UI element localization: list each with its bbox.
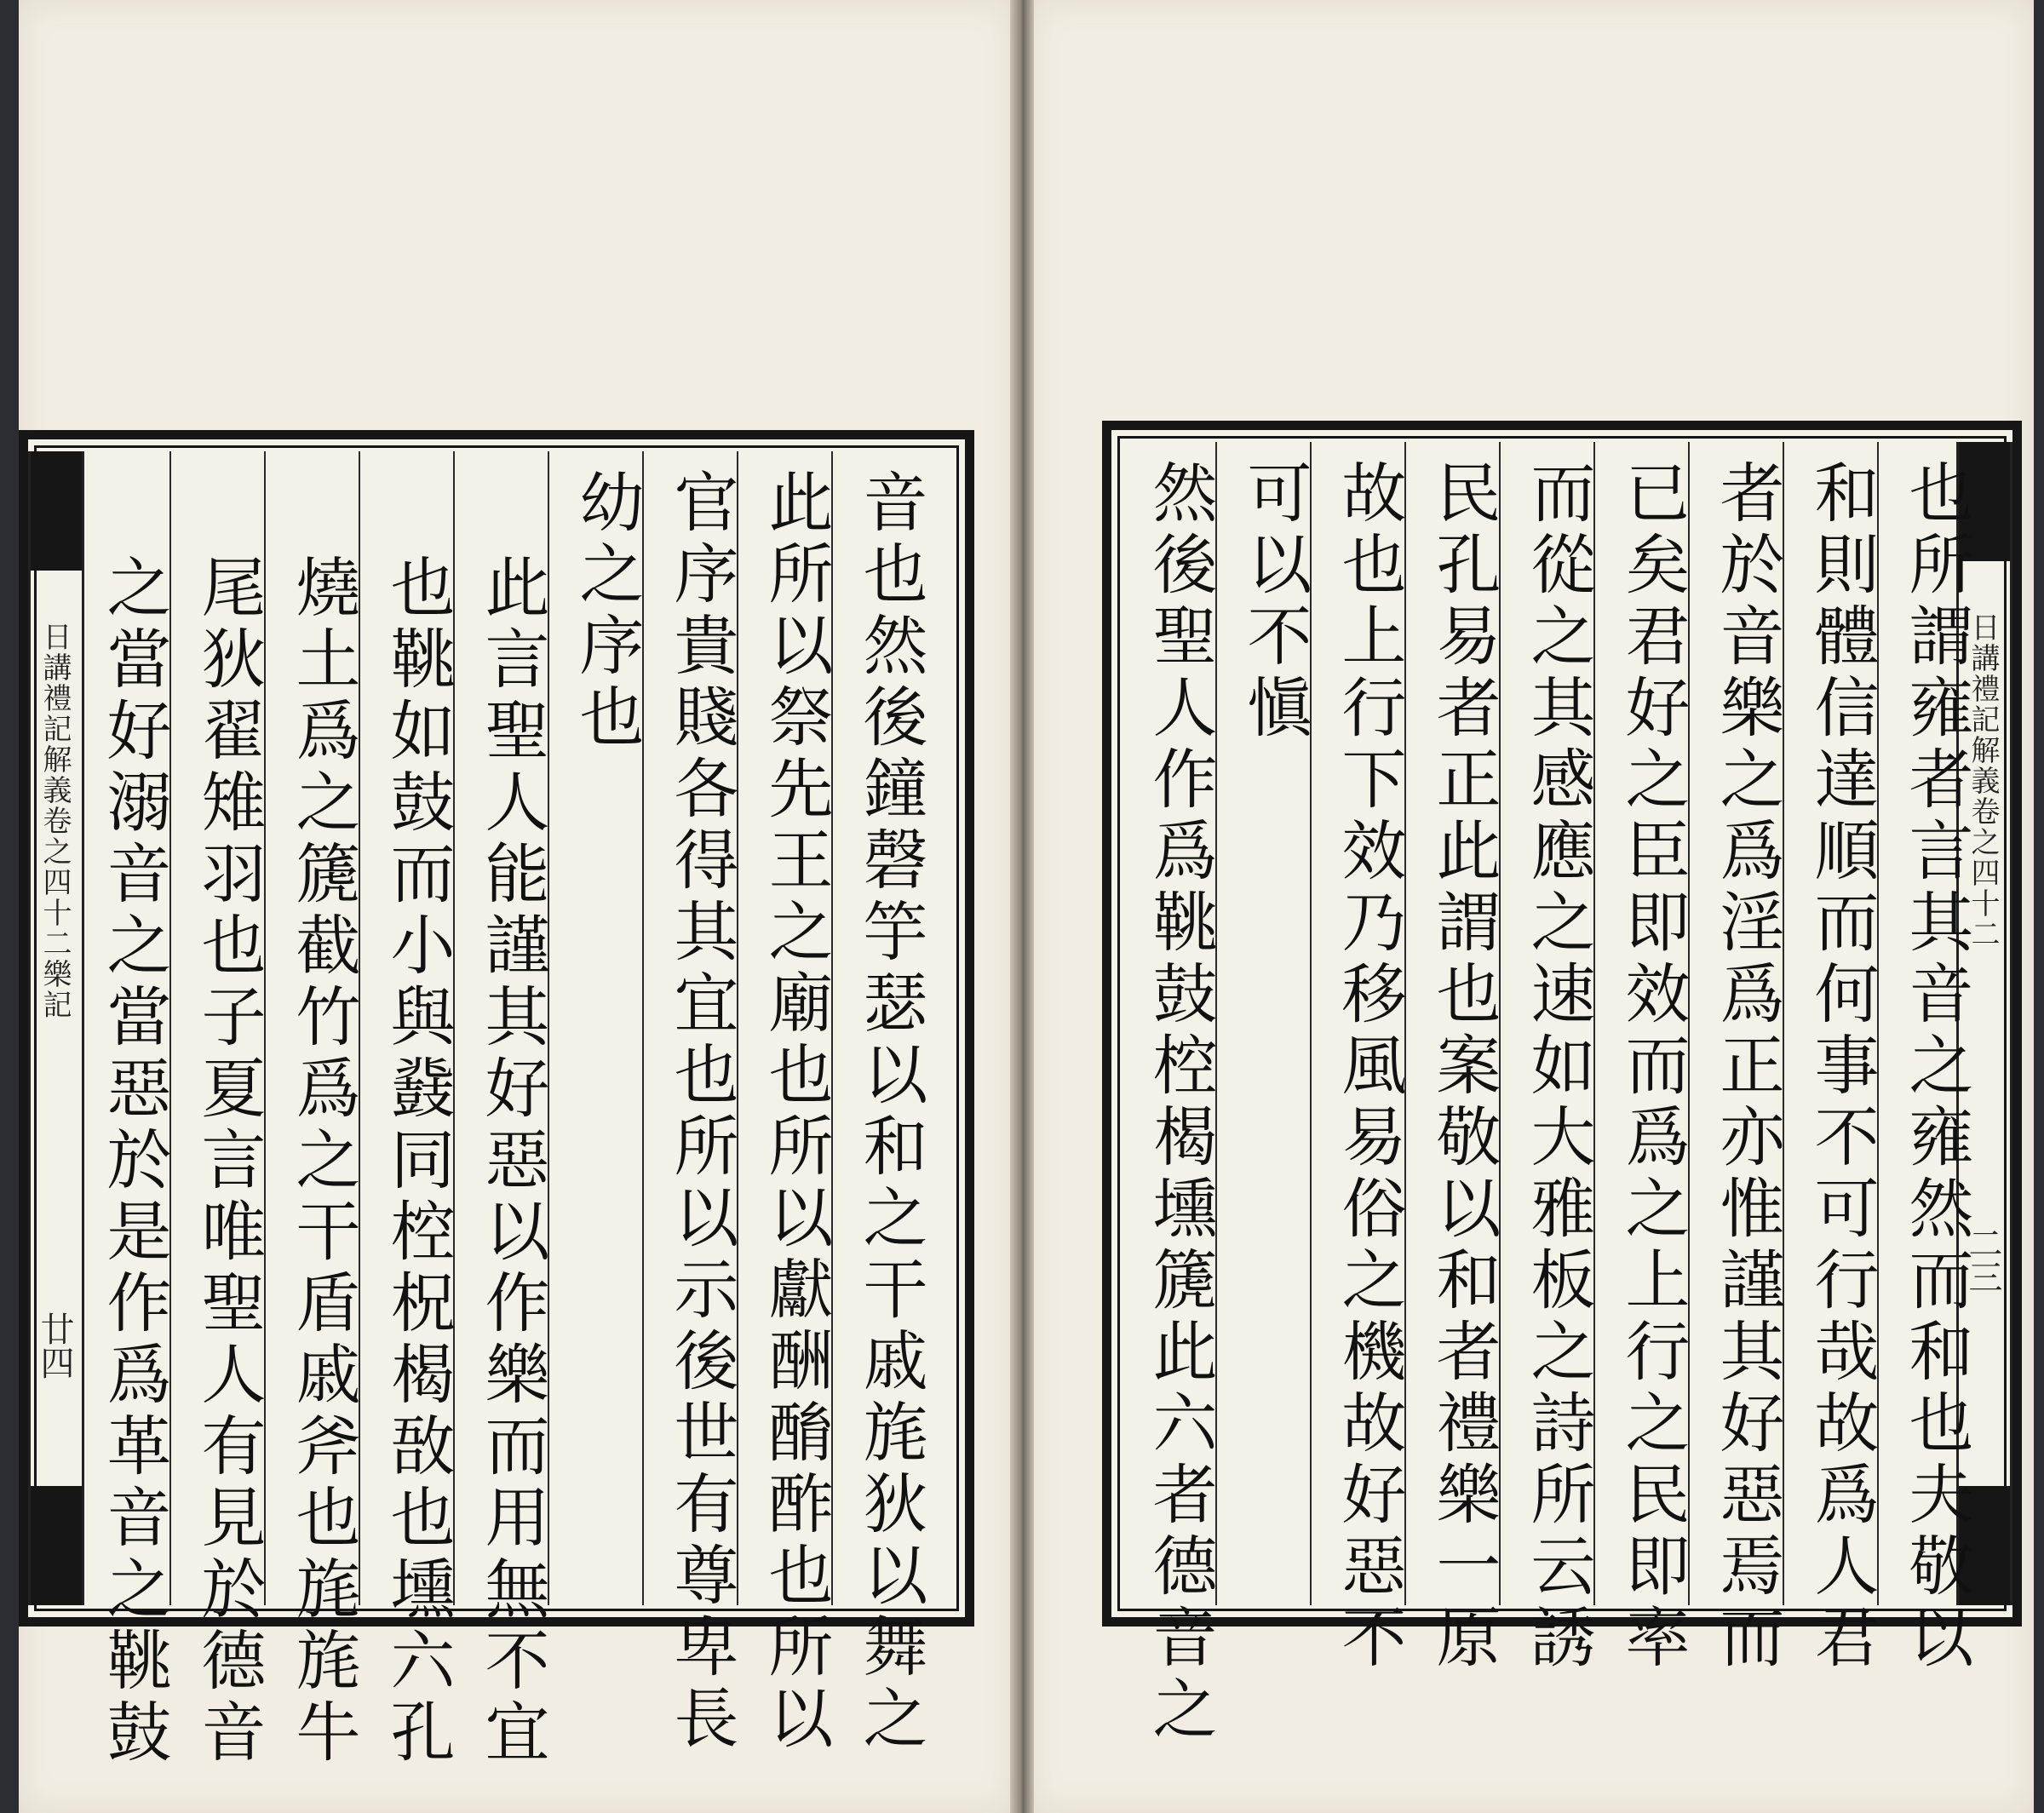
right-leaf-number: 二三 (1963, 1225, 2002, 1294)
text-column-7: 燒土爲之篪截竹爲之干盾戚斧也旄旄牛 (285, 554, 361, 1770)
text-column-8: 尾狄翟雉羽也子夏言唯聖人有見於德音 (191, 554, 267, 1770)
left-print-frame (19, 430, 974, 1770)
text-column-5: 此言聖人能謹其好惡以作樂而用無不宜 (474, 554, 550, 1770)
text-column-6: 民孔易者正此謂也案敬以和者禮樂一原 (1426, 459, 1501, 1675)
left-leaf-number: 廿四 (35, 1311, 74, 1380)
right-running-title: 日講禮記解義卷之四十二 (1966, 612, 2000, 950)
fishtail-bottom-block (31, 1486, 82, 1605)
text-column-7: 故也上行下效乃移風易俗之機故好惡不 (1331, 459, 1407, 1675)
text-column-4: 幼之序也 (569, 468, 645, 754)
right-print-frame (1102, 421, 2022, 1747)
text-column-3: 官序貴賤各得其宜也所以示後世有尊卑長 (663, 468, 739, 1756)
text-column-5: 而從之其感應之速如大雅板之詩所云誘 (1520, 459, 1596, 1675)
text-column-2: 此所以祭先王之廟也所以獻酬酳酢也所以 (758, 468, 834, 1756)
text-column-9: 之當好溺音之當惡於是作爲革音之鞉鼓 (96, 554, 172, 1770)
book-spine (1010, 0, 1034, 1813)
text-column-1: 音也然後鐘磬竽瑟以和之干戚旄狄以舞之 (853, 468, 928, 1756)
text-column-2: 和則體信達順而何事不可行哉故爲人君 (1804, 459, 1880, 1675)
text-column-9: 然後聖人作爲鞉鼓椌楬壎篪此六者德音之 (1142, 459, 1218, 1747)
text-column-4: 已矣君好之臣即效而爲之上行之民即率 (1615, 459, 1691, 1675)
text-column-6: 也鞉如鼓而小與鼗同椌柷楬敔也壎六孔 (380, 554, 456, 1770)
left-background-edge (0, 0, 19, 1813)
left-running-title: 日講禮記解義卷之四十二樂記 (37, 622, 72, 1020)
text-column-3: 者於音樂之爲淫爲正亦惟謹其好惡焉而 (1709, 459, 1785, 1675)
left-fishtail-strip (28, 451, 84, 1605)
right-background-edge (2034, 0, 2044, 1813)
text-column-8: 可以不愼 (1237, 459, 1312, 745)
text-column-1: 也所謂雍者言其音之雍然而和也夫敬以 (1898, 459, 1974, 1675)
fishtail-top-block (31, 451, 82, 571)
